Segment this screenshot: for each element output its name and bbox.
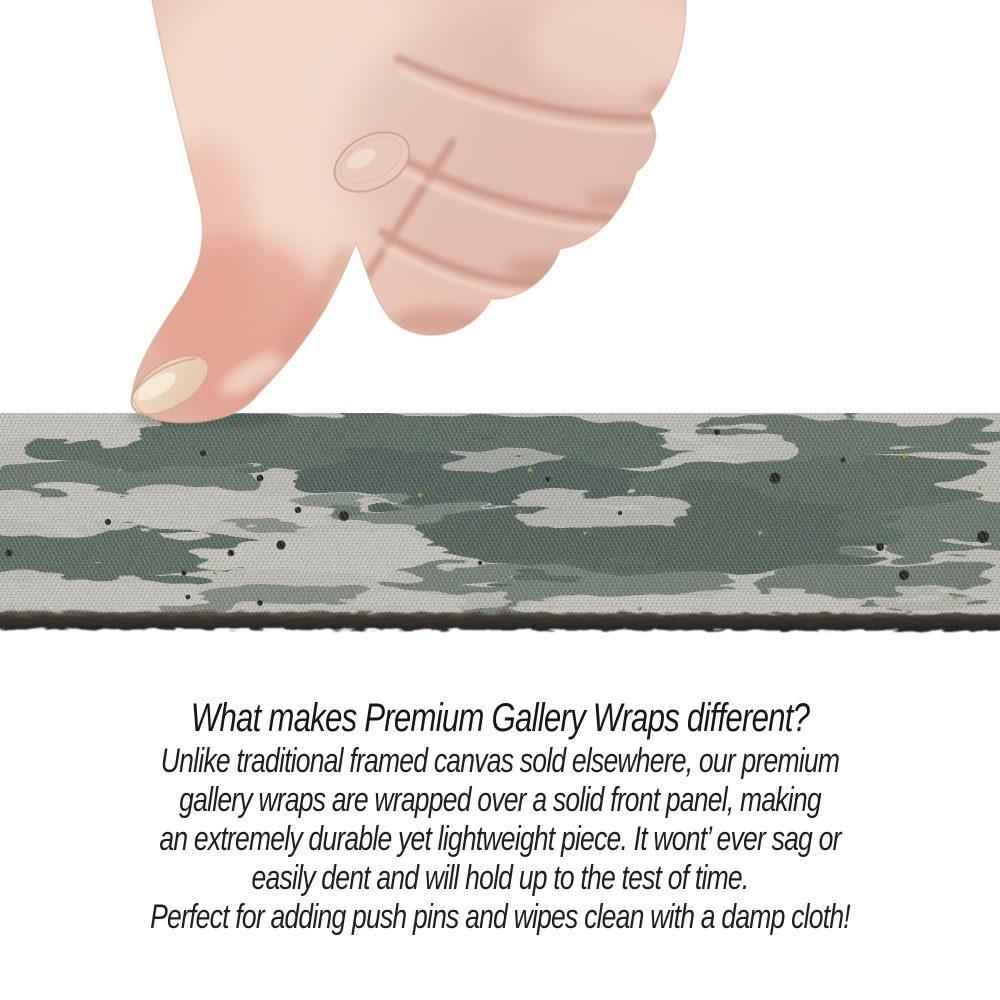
canvas-texture xyxy=(0,413,1000,635)
hand-pressing-icon xyxy=(0,0,1000,440)
body-line: Unlike traditional framed canvas sold elsewhere, our premium xyxy=(160,742,840,780)
marketing-copy xyxy=(110,694,890,937)
body-line: gallery wraps are wrapped over a solid front panel, making xyxy=(179,781,821,819)
body-line: an extremely durable yet lightweight piece. It wont’ ever sag or xyxy=(159,820,841,858)
section-heading: What makes Premium Gallery Wraps different? xyxy=(190,696,810,740)
panel-bottom-edge xyxy=(0,611,1000,631)
grain-light xyxy=(0,413,1000,618)
body-line: easily dent and will hold up to the test of time. xyxy=(251,859,749,897)
canvas-edge-photo xyxy=(0,413,1000,635)
body-line: Perfect for adding push pins and wipes clean with a damp cloth! xyxy=(150,898,850,936)
